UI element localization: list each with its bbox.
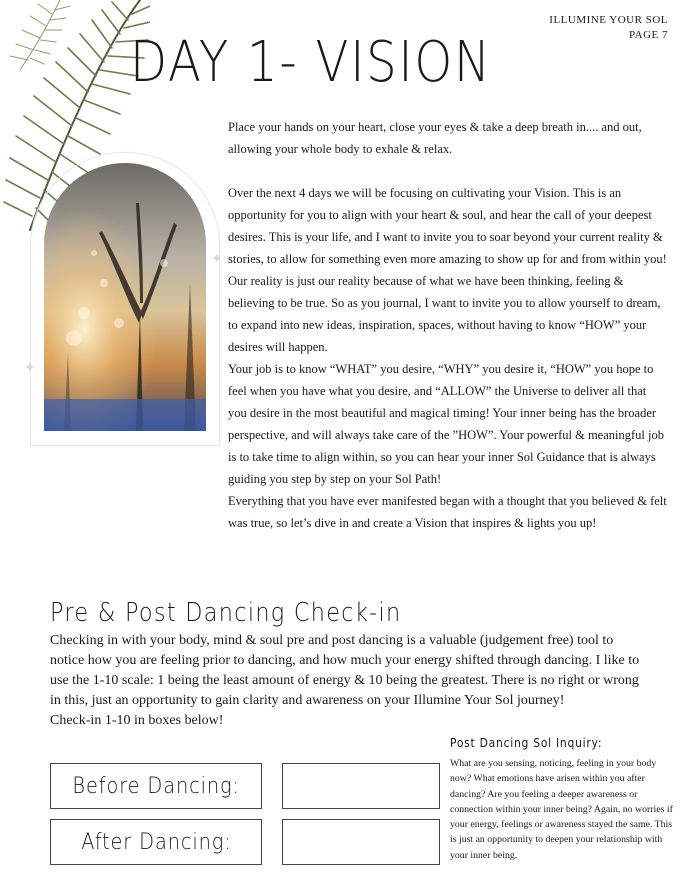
after-dancing-label: After Dancing: bbox=[50, 819, 262, 865]
paragraph-job: Your job is to know “WHAT” you desire, “WHY” you desire it, “HOW” you hope to feel when you have what you desire, and “ALLOW” the Universe to deliver all that you desire in the most beautiful and magical timing! Your inner being has the broader perspective, and will always take care of the ”HOW”. Your powerful & meaningful job is to take time to align within, so you can hear your inner Sol Guidance that is always guiding you step by step on your Sol Path! bbox=[228, 362, 664, 486]
checkin-heading: Pre & Post Dancing Check-in bbox=[50, 598, 402, 628]
body-text bbox=[228, 116, 668, 534]
paragraph-vision: Over the next 4 days we will be focusing on cultivating your Vision. This is an opportunity for you to align with your heart & soul, and hear the call of your deepest desires. This is your life, and I want to invite you to soar beyond your current reality & stories, to allow for something even more amazing to show up for and from within you! bbox=[228, 186, 667, 266]
paragraph-manifest: Everything that you have ever manifested began with a thought that you believed & felt was true, so let’s dive in and create a Vision that inspires & lights you up! bbox=[228, 494, 667, 530]
checkin-description: Checking in with your body, mind & soul pre and post dancing is a valuable (judgement free) tool to notice how you are feeling prior to dancing, and how much your energy shifted through dancing. I like to use the 1-10 scale: 1 being the least amount of energy & 10 being the greatest. There is no right or wrong in this, just an opportunity to gain clarity and awareness on your Illumine Your Sol journey! bbox=[50, 633, 640, 708]
page-number: PAGE 7 bbox=[629, 29, 668, 41]
page-title: DAY 1- VISION bbox=[130, 30, 492, 95]
after-dancing-score-box[interactable] bbox=[282, 819, 440, 865]
paragraph-reality: Our reality is just our reality because of what we have been thinking, feeling & believing to be true. So as you journal, I want to invite you to allow yourself to dream, to expand into new ideas, inspiration, spaces, without having to know “HOW” your desires will happen. bbox=[228, 274, 661, 354]
sparkle-icon: ✦ bbox=[24, 361, 36, 376]
checkin-instruction: Check-in 1-10 in boxes below! bbox=[50, 713, 224, 728]
inquiry-text: What are you sensing, noticing, feeling in your body now? What emotions have arisen within you after dancing? Are you feeling a deeper awareness or connection within your inner being? Again, no worries if your energy, feelings or awareness stayed the same. This is just an opportunity to deepen your relationship with your inner being. bbox=[450, 758, 673, 861]
paragraph-intro: Place your hands on your heart, close your eyes & take a deep breath in.... and out, allowing your whole body to exhale & relax. bbox=[228, 120, 642, 156]
before-dancing-label: Before Dancing: bbox=[50, 763, 262, 809]
brand-name: ILLUMINE YOUR SOL bbox=[549, 14, 668, 26]
page-header bbox=[549, 13, 668, 43]
before-dancing-score-box[interactable] bbox=[282, 763, 440, 809]
checkin-intro bbox=[50, 631, 650, 731]
inquiry-title: Post Dancing Sol Inquiry: bbox=[450, 736, 603, 750]
sparkle-icon: ✦ bbox=[211, 252, 223, 267]
tree-photo bbox=[44, 163, 206, 431]
